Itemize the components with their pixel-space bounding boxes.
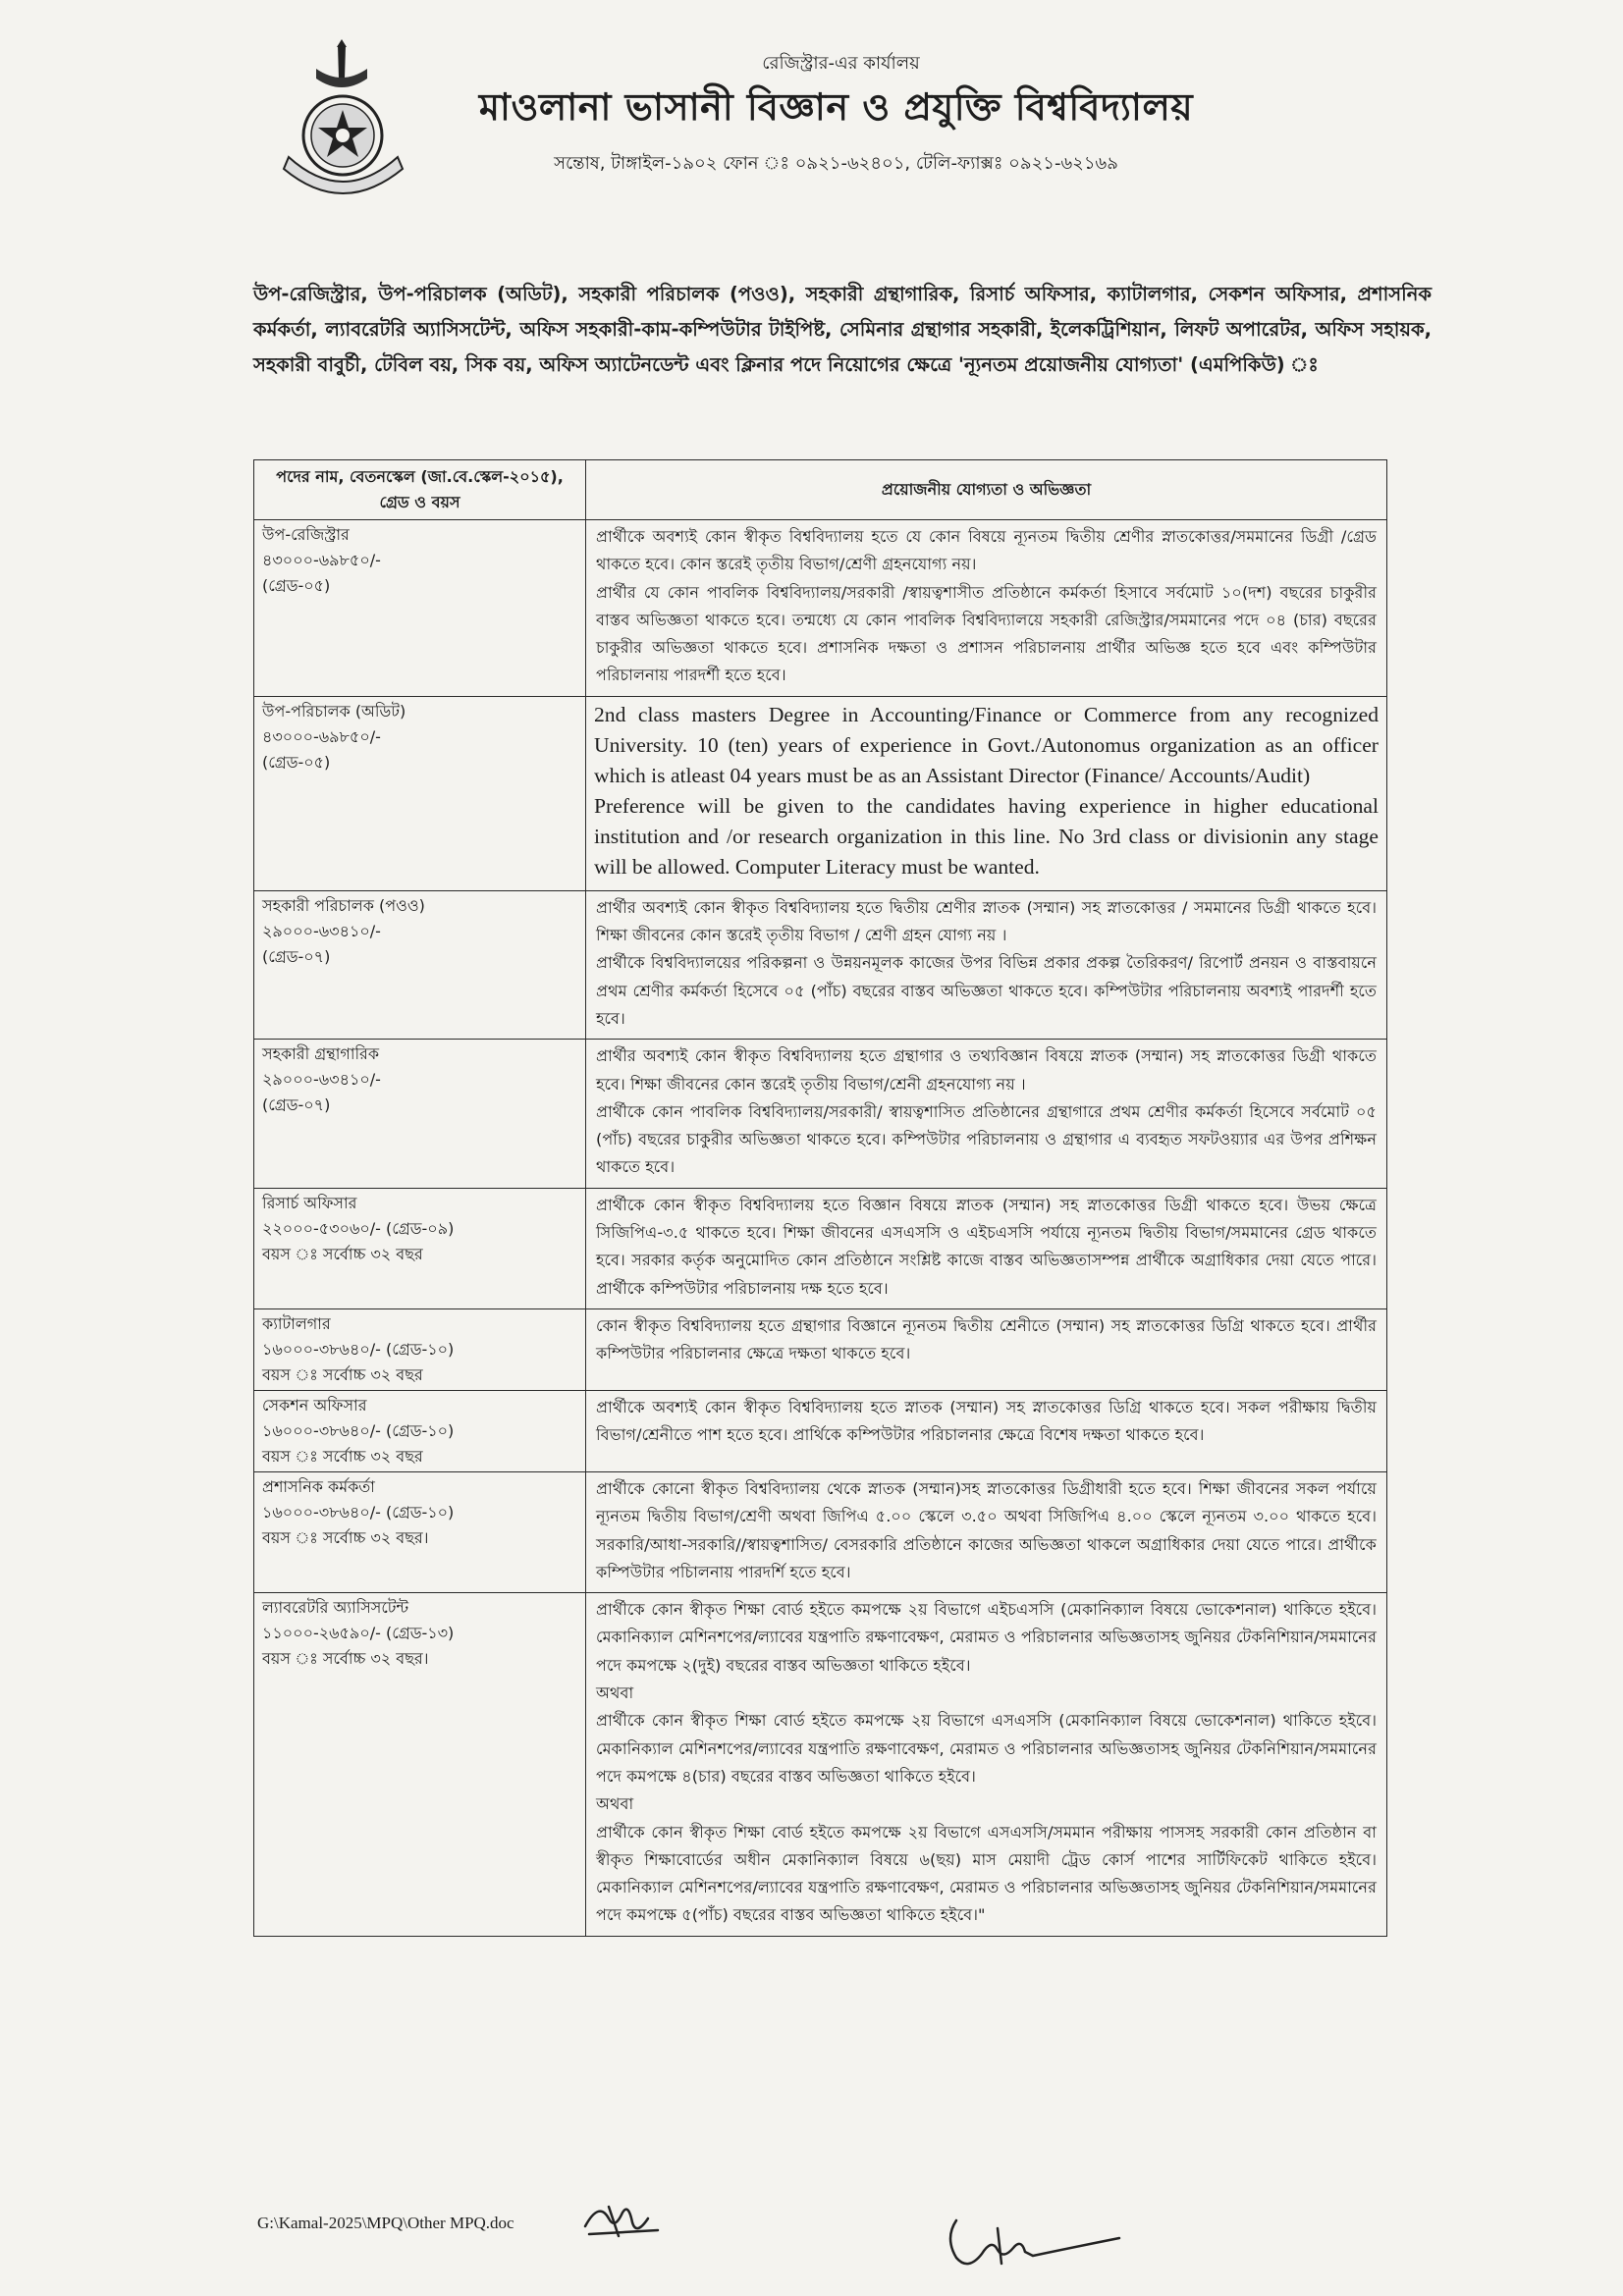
post-title: সহকারী পরিচালক (পওও) (262, 895, 425, 915)
requirement-paragraph: প্রার্থীকে কোনো স্বীকৃত বিশ্ববিদ্যালয় থেকে স্নাতক (সম্মান)সহ স্নাতকোত্তর ডিগ্রীধারী হতে হবে। শিক্ষা জীবনের সকল পর্যায়ে ন্যূনতম দ্বিতীয় বিভাগ/শ্রেণী অথবা জিপিএ ৫.০০ স্কেলে ৩.৫০ অথবা সিজিপিএ ৪.০০ স্কেলে ন্যূনতম ৩.০০ থাকতে হবে। সরকারি/আধা-সরকারি//স্বায়ত্বশাসিত/ বেসরকারি প্রতিষ্ঠানে কাজের অভিজ্ঞতা থাকলে অগ্রাধিকার দেয়া যেতে পারে। প্রার্থীকে কম্পিউটার পচিালনায় পারদর্শি হতে হবে। (596, 1478, 1377, 1581)
post-cell (254, 520, 586, 697)
requirement-paragraph: অথবা (596, 1794, 634, 1814)
requirement-paragraph: প্রার্থীর যে কোন পাবলিক বিশ্ববিদ্যালয়/সরকারী /স্বায়ত্বশাসীত প্রতিষ্ঠানে কর্মকর্তা হিসাবে সর্বমোট ১০(দশ) বছরের চাকুরীর বাস্তব অভিজ্ঞতা থাকতে হবে। তন্মধ্যে যে কোন পাবলিক বিশ্ববিদ্যালয়ে সহকারী রেজিস্ট্রার/সমমানের পদে ০৪ (চার) বছরের চাকুরীর অভিজ্ঞতা থাকতে হবে। প্রশাসনিক দক্ষতা ও প্রশাসন পরিচালনায় প্রার্থীর অভিজ্ঞ হতে হবে এবং কম্পিউটার পরিচালনায় পারদর্শী হতে হবে। (596, 582, 1377, 685)
requirements-cell (586, 1188, 1387, 1308)
table-row (254, 1390, 1387, 1471)
requirement-paragraph: প্রার্থীকে অবশ্যই কোন স্বীকৃত বিশ্ববিদ্যালয় হতে স্নাতক (সম্মান) সহ স্নাতকোত্তর ডিগ্রি থাকতে হবে। সকল পরীক্ষায় দ্বিতীয় বিভাগ/শ্রেনীতে পাশ হতে হবে। প্রার্থিকে কম্পিউটার পরিচালনার ক্ষেত্রে বিশেষ দক্ষতা থাকতে হবে। (596, 1397, 1377, 1445)
requirement-paragraph: অথবা (596, 1683, 634, 1703)
initial-signature (579, 2197, 668, 2246)
grade-age: (গ্রেড-০৫) (262, 576, 331, 595)
university-address: সন্তোষ, টাঙ্গাইল-১৯০২ ফোন ঃ ০৯২১-৬২৪০১, টেলি-ফ্যাক্সঃ ০৯২১-৬২১৬৯ (554, 153, 1118, 174)
requirements-cell (586, 1308, 1387, 1390)
requirement-paragraph: প্রার্থীকে কোন স্বীকৃত শিক্ষা বোর্ড হইতে কমপক্ষে ২য় বিভাগে এইচএসসি (মেকানিক্যাল বিষয়ে ভোকেশনাল) থাকিতে হইবে। মেকানিক্যাল মেশিনশপের/ল্যাবের যন্ত্রপাতি রক্ষণাবেক্ষণ, মেরামত ও পরিচালনার অভিজ্ঞতাসহ জুনিয়র টেকনিশিয়ান/সমমানের পদে কমপক্ষে ২(দুই) বছরের বাস্তব অভিজ্ঞতা থাকিতে হইবে। (596, 1600, 1377, 1675)
table-header-row (254, 460, 1387, 520)
grade-age: (গ্রেড-০৫) (262, 752, 331, 772)
post-cell (254, 1188, 586, 1308)
pay-scale: ২২০০০-৫৩০৬০/- (গ্রেড-০৯) (262, 1218, 455, 1238)
requirements-cell (586, 890, 1387, 1039)
post-cell (254, 1308, 586, 1390)
requirement-paragraph: প্রার্থীর অবশ্যই কোন স্বীকৃত বিশ্ববিদ্যালয় হতে গ্রন্থাগার ও তথ্যবিজ্ঞান বিষয়ে স্নাতক (সম্মান) সহ স্নাতকোত্তর ডিগ্রী থাকতে হবে। শিক্ষা জীবনের কোন স্তরেই তৃতীয় বিভাগ/শ্রেনী গ্রহনযোগ্য নয় । (596, 1046, 1377, 1094)
requirements-cell (586, 1390, 1387, 1471)
file-path: G:\Kamal-2025\MPQ\Other MPQ.doc (257, 2214, 514, 2232)
header-post-column: পদের নাম, বেতনস্কেল (জা.বে.স্কেল-২০১৫), গ্রেড ও বয়স (254, 460, 586, 520)
grade-age: বয়স ঃ সর্বোচ্চ ৩২ বছর। (262, 1649, 429, 1669)
table-row (254, 520, 1387, 697)
post-title: উপ-পরিচালক (অডিট) (262, 701, 406, 721)
post-cell (254, 1040, 586, 1188)
requirement-paragraph: প্রার্থীকে কোন পাবলিক বিশ্ববিদ্যালয়/সরকারী/ স্বায়ত্বশাসিত প্রতিষ্ঠানের গ্রন্থাগারে প্রথম শ্রেণীর কর্মকর্তা হিসেবে সর্বমোট ০৫ (পাঁচ) বছরের চাকুরীর অভিজ্ঞতা থাকতে হবে। কম্পিউটার পরিচালনায় ও গ্রন্থাগার এ ব্যবহৃত সফটওয়্যার এর উপর প্রশিক্ষন থাকতে হবে। (596, 1101, 1377, 1177)
grade-age: বয়স ঃ সর্বোচ্চ ৩২ বছর (262, 1364, 423, 1384)
post-title: উপ-রেজিস্ট্রার (262, 525, 350, 544)
requirement-paragraph: প্রার্থীকে কোন স্বীকৃত শিক্ষা বোর্ড হইতে কমপক্ষে ২য় বিভাগে এসএসসি (মেকানিক্যাল বিষয়ে ভোকেশনাল) থাকিতে হইবে। মেকানিক্যাল মেশিনশপের/ল্যাবের যন্ত্রপাতি রক্ষণাবেক্ষণ, মেরামত ও পরিচালনার অভিজ্ঞতাসহ জুনিয়র টেকনিশিয়ান/সমমানের পদে কমপক্ষে ৪(চার) বছরের বাস্তব অভিজ্ঞতা থাকিতে হইবে। (596, 1711, 1377, 1786)
requirement-paragraph: কোন স্বীকৃত বিশ্ববিদ্যালয় হতে গ্রন্থাগার বিজ্ঞানে ন্যূনতম দ্বিতীয় শ্রেনীতে (সম্মান) সহ স্নাতকোত্তর ডিগ্রি থাকতে হবে। প্রার্থীর কম্পিউটার পরিচালনার ক্ষেত্রে দক্ষতা থাকতে হবে। (596, 1315, 1377, 1363)
pay-scale: ২৯০০০-৬৩৪১০/- (262, 921, 381, 940)
requirement-paragraph: প্রার্থীকে কোন স্বীকৃত শিক্ষা বোর্ড হইতে কমপক্ষে ২য় বিভাগে এসএসসি/সমমান পরীক্ষায় পাসসহ সরকারী কোন প্রতিষ্ঠান বা স্বীকৃত শিক্ষাবোর্ডের অধীন মেকানিক্যাল বিষয়ে ৬(ছয়) মাস মেয়াদী ট্রেড কোর্স পাশের সার্টিফিকেট থাকিতে হইবে। মেকানিক্যাল মেশিনশপের/ল্যাবের যন্ত্রপাতি রক্ষণাবেক্ষণ, মেরামত ও পরিচালনার অভিজ্ঞতাসহ জুনিয়র টেকনিশিয়ান/সমমানের পদে কমপক্ষে ৫(পাঁচ) বছরের বাস্তব অভিজ্ঞতা থাকিতে হইবে।" (596, 1822, 1377, 1925)
requirements-cell (586, 1593, 1387, 1937)
pay-scale: ১৬০০০-৩৮৬৪০/- (গ্রেড-১০) (262, 1339, 455, 1359)
signature (943, 2199, 1129, 2277)
post-title: ক্যাটালগার (262, 1313, 331, 1333)
pay-scale: ২৯০০০-৬৩৪১০/- (262, 1070, 381, 1090)
requirement-paragraph: 2nd class masters Degree in Accounting/Finance or Commerce from any recognized University. 10 (ten) years of experience in Govt./Autonomus organization as an officer which is atleast 04 years must be as an Assistant Director (Finance/ Accounts/Audit) (594, 702, 1379, 787)
post-title: সহকারী গ্রন্থাগারিক (262, 1044, 380, 1064)
requirement-paragraph: প্রার্থীকে অবশ্যই কোন স্বীকৃত বিশ্ববিদ্যালয় হতে যে কোন বিষয়ে ন্যূনতম দ্বিতীয় শ্রেণীর স্নাতকোত্তর/সমমানের ডিগ্রী /গ্রেড থাকতে হবে। কোন স্তরেই তৃতীয় বিভাগ/শ্রেণী গ্রহনযোগ্য নয়। (596, 527, 1377, 574)
requirement-paragraph: প্রার্থীকে কোন স্বীকৃত বিশ্ববিদ্যালয় হতে বিজ্ঞান বিষয়ে স্নাতক (সম্মান) সহ স্নাতকোত্তর ডিগ্রী থাকতে হবে। উভয় ক্ষেত্রে সিজিপিএ-৩.৫ থাকতে হবে। শিক্ষা জীবনের এসএসসি ও এইচএসসি পর্যায়ে ন্যূনতম দ্বিতীয় বিভাগ/সমমানের গ্রেড থাকতে হবে। সরকার কর্তৃক অনুমোদিত কোন প্রতিষ্ঠানে সংশ্লিষ্ট কাজে বাস্তব অভিজ্ঞতাসম্পন্ন প্রার্থীকে অগ্রাধিকার দেয়া যেতে পারে। প্রার্থীকে কম্পিউটার পরিচালনায় দক্ষ হতে হবে। (596, 1195, 1377, 1298)
university-name: মাওলানা ভাসানী বিজ্ঞান ও প্রযুক্তি বিশ্ববিদ্যালয় (478, 85, 1194, 129)
post-cell (254, 1390, 586, 1471)
grade-age: (গ্রেড-০৭) (262, 1095, 331, 1115)
post-title: ল্যাবরেটরি অ্যাসিসটেন্ট (262, 1598, 409, 1618)
mpq-table (253, 459, 1387, 1937)
pay-scale: ৪৩০০০-৬৯৮৫০/- (262, 726, 381, 746)
table-row (254, 1308, 1387, 1390)
post-cell (254, 890, 586, 1039)
requirements-cell (586, 520, 1387, 697)
post-title: প্রশাসনিক কর্মকর্তা (262, 1476, 375, 1496)
table-row (254, 1040, 1387, 1188)
pay-scale: ১৬০০০-৩৮৬৪০/- (গ্রেড-১০) (262, 1502, 455, 1522)
requirement-paragraph: Preference will be given to the candidates having experience in higher educational institution and /or research organization in this line. No 3rd class or divisionin any stage will be allowed. Computer Literacy must be wanted. (594, 793, 1379, 879)
table-row (254, 1593, 1387, 1937)
office-subtitle: রেজিস্ট্রার-এর কার্যালয় (762, 53, 920, 74)
table-row (254, 1188, 1387, 1308)
requirement-paragraph: প্রার্থীর অবশ্যই কোন স্বীকৃত বিশ্ববিদ্যালয় হতে দ্বিতীয় শ্রেণীর স্নাতক (সম্মান) সহ স্নাতকোত্তর / সমমানের ডিগ্রী থাকতে হবে। শিক্ষা জীবনের কোন স্তরেই তৃতীয় বিভাগ / শ্রেণী গ্রহন যোগ্য নয় । (596, 897, 1377, 945)
post-cell (254, 696, 586, 890)
table-row (254, 890, 1387, 1039)
post-cell (254, 1593, 586, 1937)
header-requirements-column: প্রয়োজনীয় যোগ্যতা ও অভিজ্ঞতা (586, 460, 1387, 520)
grade-age: বয়স ঃ সর্বোচ্চ ৩২ বছর (262, 1244, 423, 1263)
pay-scale: ৪৩০০০-৬৯৮৫০/- (262, 551, 381, 569)
pay-scale: ১১০০০-২৬৫৯০/- (গ্রেড-১৩) (262, 1624, 455, 1643)
requirements-cell (586, 696, 1387, 890)
post-title: রিসার্চ অফিসার (262, 1193, 357, 1212)
requirement-paragraph: প্রার্থীকে বিশ্ববিদ্যালয়ের পরিকল্পনা ও উন্নয়নমূলক কাজের উপর বিভিন্ন প্রকার প্রকল্প তৈরিকরণ/ রিপোর্ট প্রনয়ন ও বাস্তবায়নে প্রথম শ্রেণীর কর্মকর্তা হিসেবে ০৫ (পাঁচ) বছরের বাস্তব অভিজ্ঞতা থাকতে হবে। কম্পিউটার পরিচালনায় অবশ্যই পারদর্শী হতে হবে। (596, 953, 1377, 1028)
grade-age: বয়স ঃ সর্বোচ্চ ৩২ বছর (262, 1446, 423, 1466)
requirements-cell (586, 1040, 1387, 1188)
post-cell (254, 1471, 586, 1592)
post-title: সেকশন অফিসার (262, 1395, 367, 1415)
pay-scale: ১৬০০০-৩৮৬৪০/- (গ্রেড-১০) (262, 1420, 455, 1440)
grade-age: (গ্রেড-০৭) (262, 946, 331, 966)
table-row (254, 1471, 1387, 1592)
requirements-cell (586, 1471, 1387, 1592)
table-row (254, 696, 1387, 890)
grade-age: বয়স ঃ সর্বোচ্চ ৩২ বছর। (262, 1527, 429, 1547)
intro-paragraph: উপ-রেজিস্ট্রার, উপ-পরিচালক (অডিট), সহকারী পরিচালক (পওও), সহকারী গ্রন্থাগারিক, রিসার্চ অফিসার, ক্যাটালগার, সেকশন অফিসার, প্রশাসনিক কর্মকর্তা, ল্যাবরেটরি অ্যাসিসটেন্ট, অফিস সহকারী-কাম-কম্পিউটার টাইপিষ্ট, সেমিনার গ্রন্থাগার সহকারী, ইলেকট্রিশিয়ান, লিফট অপারেটর, অফিস সহায়ক, সহকারী বাবুর্চী, টেবিল বয়, সিক বয়, অফিস অ্যাটেনডেন্ট এবং ক্লিনার পদে নিয়োগের ক্ষেত্রে 'ন্যূনতম প্রয়োজনীয় যোগ্যতা' (এমপিকিউ) ঃ (253, 283, 1432, 376)
